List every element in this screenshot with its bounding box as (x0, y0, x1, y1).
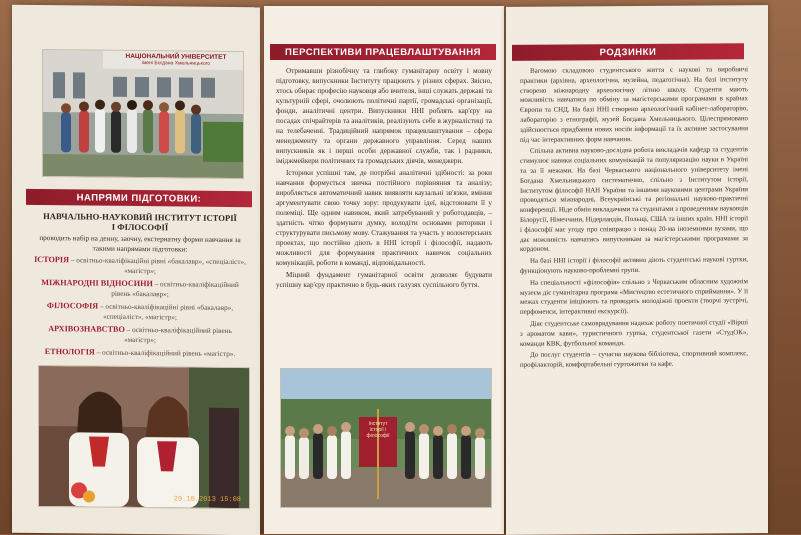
direction-ethnology: ЕТНОЛОГІЯ – освітньо-кваліфікаційний рівень «магістр». (44, 347, 236, 359)
photo-students-at-university (42, 49, 244, 179)
trifold-brochure (12, 6, 772, 534)
employment-banner: ПЕРСПЕКТИВИ ПРАЦЕВЛАШТУВАННЯ (270, 44, 496, 60)
brochure-panel-right (506, 5, 768, 535)
highlights-paragraph: До послуг студентів – сучасна наукова бібліотека, спортивний комплекс, профілакторій, комфортабельні гуртожитки та кафе. (520, 350, 748, 369)
highlights-paragraph: На спеціальності «філософія» спільно з Черкаським обласним художнім музеєм діє гуманітарна програма «Мистецтво естетичного сприймання». У її межах студенти ініціюють та проводять молодіжні проекти (творчі зустрічі, перфоменси, інтерактивні екскурсії). (520, 277, 748, 316)
institute-title: НАВЧАЛЬНО-НАУКОВИЙ ІНСТИТУТ ІСТОРІЇ І ФІЛОСОФІЇ (43, 211, 237, 233)
brochure-panel-middle (264, 6, 504, 534)
direction-archival-studies: АРХІВОЗНАВСТВО – освітньо-кваліфікаційний рівень «магістр»; (48, 324, 232, 345)
brochure-panel-left (12, 5, 260, 535)
highlights-paragraph: Діяє студентське самоврядування надихає роботу поетичної студії «Вірші з ароматом кави», туристичного гуртка, студентської газети «СтудОК», команди КВК, футбольної команди. (520, 319, 748, 348)
directions-banner: НАПРЯМИ ПІДГОТОВКИ: (26, 189, 252, 207)
directions-intro: проводить набір на денну, заочну, екстернатну форми навчання за такими напрямами підготовки: (39, 233, 241, 254)
university-sign: НАЦІОНАЛЬНИЙ УНІВЕРСИТЕТ імені Богдана Хмельницького (125, 52, 227, 67)
directions-content (32, 211, 248, 362)
highlights-paragraph: Спільна активна науково-дослідна робота викладачів кафедр та студентів стимулює навики соціальних комунікацій та популяризацію науки в Україні та за її межами. На базі Черкаського національного університету імені Богдана Хмельницького систематично, спільно з Інститутом історії, Інститутом філософії НАН України та іншими науковими центрами України проводяться міжнародні, Всеукраїнські та регіональні науково-практичні конференції. Ніде обмін викладачами та студентами з проведенням науковців Білорусії, Німеччини, Нідерландів, Польщі, США та інших країн. ННІ історії і філософії має угоду про співпрацю з понад 20-ма іноземними вузами, що дає можливість навчатись випускникам за магістерськими програмами за кордоном. (520, 146, 748, 254)
employment-content (276, 66, 492, 292)
employment-paragraph: Міцний фундамент гуманітарної освіти дозволяє будувати успішну кар'єру практично в будь-яких галузях суспільного буття. (276, 271, 492, 289)
highlights-paragraph: Вагомою складовою студентського життя є наукові та виробничі практики (архівна, археологічна, музейна, педагогічна). На базі інституту створено міжнародну археологічну літню школу. Студенти мають можливість навчатися по обміну за магістерськими програмами в країнах Європи та СНД. На базі ННІ створено археологічний кабінет-лабораторію, лабораторію з етнографії, музей Богдана Хмельницького. Цілеспрямовано здійснюється придбання нових носіїв інформації та їх активне застосування під час інтерактивних форм навчання. (520, 66, 748, 144)
employment-paragraph: Історики успішні там, де потрібні аналітичні здібності: за роки навчання формується звичка постійного порівняння та аналізу; виробляється автоматичний навик виявляти каузальні зв'язки, вміння аргументувати свою точку зору: продукувати ідеї, відстоювати її у полеміці. Ще одним навиком, який затребуваний у роботодавців, – здатність чітко формувати думку, володіти основами риторики і структурувати письмову мову. Стажування та участь у волонтерських проектах, що постійно діють в ННІ історії і філософії, надають можливості для формування практичних навичок соціальних комунікацій, роботи в команді, відповідальності. (276, 169, 492, 267)
highlights-paragraph: На базі ННІ історії і філософії активно діють студентські наукові гуртки, функціонують науково-проблемні групи. (520, 256, 748, 275)
employment-paragraph: Отримавши різнобічну та глибоку гуманітарну освіту і мовну підготовку, випускники Інституту працюють у різних сферах. Звісно, хтось обирає професію науковця або вчителя, інші служать державі та культурній сфері, очолюють політичні партії, громадські організації, фонди, аналітичні центри. Випускники ННІ роблять кар'єру на посадах спічрайтерів та аналітиків, реалізують себе в журналістиці та на телебаченні. Традиційний напрямок працевлаштування – сфера менеджменту та органи державного управління. Серед наших випускників як і перші особи державної служби, так і радники, іміджмейкери політичних та громадських діячів, менеджери. (276, 67, 492, 165)
photo-date-stamp: 29.10.2013 15:08 (173, 495, 241, 505)
direction-international-relations: МІЖНАРОДНІ ВІДНОСИНИ – освітньо-кваліфікаційний рівень «бакалавр»; (41, 278, 239, 299)
highlights-content (520, 65, 748, 372)
direction-history: ІСТОРІЯ – освітньо-кваліфікаційні рівні «бакалавр», «спеціаліст», «магістр»; (34, 254, 246, 276)
photo-students-embroidered-shirts (38, 365, 250, 509)
institute-flag-text: Інститут історії і філософії (366, 421, 390, 439)
photo-institute-procession (280, 368, 492, 508)
direction-philosophy: ФІЛОСОФІЯ – освітньо-кваліфікаційні рівні «бакалавр», «спеціаліст», «магістр»; (46, 301, 234, 322)
highlights-banner: РОДЗИНКИ (512, 43, 744, 61)
